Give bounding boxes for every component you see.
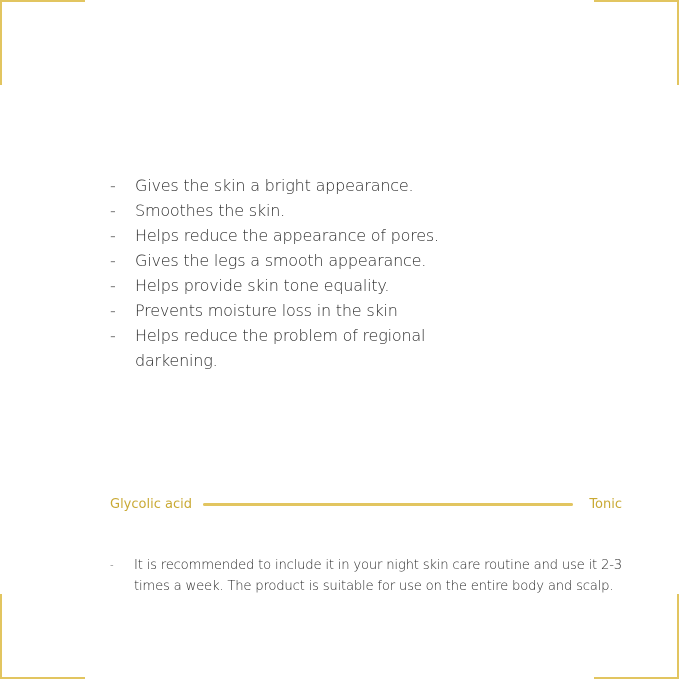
list-item: [110, 248, 490, 273]
bullet-dash: -: [110, 226, 116, 245]
bullet-dash: -: [110, 326, 116, 345]
list-item: [110, 273, 490, 298]
bullet-dash: -: [110, 560, 114, 571]
benefit-text: Gives the legs a smooth appearance.: [135, 251, 427, 270]
list-item: [110, 323, 440, 373]
ingredient-divider: [110, 494, 622, 514]
benefit-text: Prevents moisture loss in the skin: [135, 301, 398, 320]
list-item: [110, 298, 490, 323]
list-item: [110, 223, 490, 248]
bullet-dash: -: [110, 201, 116, 220]
bullet-dash: -: [110, 176, 116, 195]
list-item: [110, 198, 490, 223]
bullet-dash: -: [110, 276, 116, 295]
benefit-text: Helps provide skin tone equality.: [135, 276, 390, 295]
benefit-text: Helps reduce the appearance of pores.: [135, 226, 439, 245]
benefit-text: Helps reduce the problem of regional darkening.: [135, 326, 426, 370]
usage-note: [110, 555, 630, 597]
ingredient-label: Glycolic acid: [110, 496, 192, 512]
divider-line: [203, 503, 573, 506]
benefit-text: Smoothes the skin.: [135, 201, 286, 220]
benefit-text: Gives the skin a bright appearance.: [135, 176, 414, 195]
bullet-dash: -: [110, 251, 116, 270]
list-item: [110, 173, 490, 198]
usage-text: It is recommended to include it in your night skin care routine and use it 2-3 times a week. The product is suitable for use on the entire body and scalp.: [134, 558, 622, 594]
bullet-dash: -: [110, 301, 116, 320]
benefits-list: [110, 173, 490, 373]
product-type-label: Tonic: [589, 496, 622, 512]
